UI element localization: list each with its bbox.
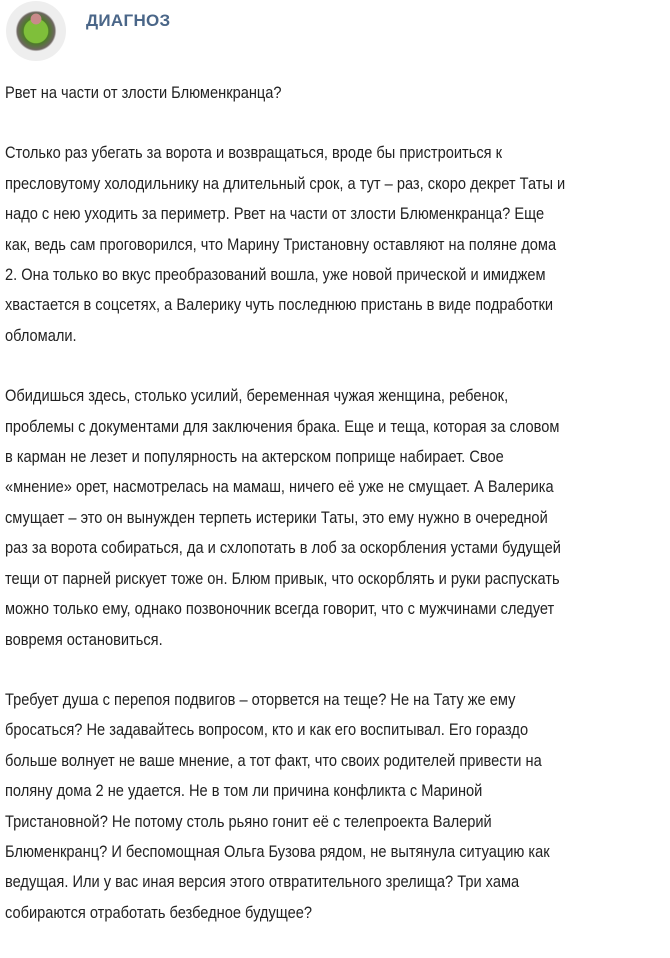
text-line: Тристановной? Не потому столь рьяно гонит её с телепроекта Валерий — [5, 811, 492, 831]
text-line: «мнение» орет, насмотрелась на мамаш, ничего её уже не смущает. А Валерика — [5, 477, 554, 497]
text-line: Блюменкранц? И беспомощная Ольга Бузова рядом, не вытянула ситуацию как — [5, 841, 550, 861]
text-line: Рвет на части от злости Блюменкранца? — [5, 83, 282, 102]
text-line: хвастается в соцсетях, а Валерику чуть последнюю пристань в виде подработки — [5, 295, 554, 315]
community-name[interactable]: ДИАГНОЗ — [86, 11, 171, 30]
text-line: 2. Она только во вкус преобразований вошла, уже новой прической и имиджем — [5, 265, 546, 285]
text-line: надо с нею уходить за периметр. Рвет на части от злости Блюменкранца? Еще — [5, 204, 545, 224]
post-body — [5, 78, 665, 958]
text-line: больше волнует не ваше мнение, а тот факт, что своих родителей привести на — [5, 750, 542, 770]
paragraph-1 — [5, 78, 665, 108]
text-line: собираются отработать безбедное будущее? — [5, 902, 313, 922]
text-line: проблемы с документами для заключения брака. Еще и теща, которая за словом — [5, 416, 560, 436]
text-line: ведущая. Или у вас иная версия этого отвратительного зрелища? Три хама — [5, 872, 520, 892]
text-line: обломали. — [5, 325, 77, 345]
community-avatar[interactable] — [6, 1, 66, 61]
text-line: тещи от парней рискует тоже он. Блюм привык, что оскорблять и руки распускать — [5, 568, 560, 588]
text-line: пресловутому холодильнику на длительный срок, а тут – раз, скоро декрет Таты и — [5, 173, 566, 193]
text-line: как, ведь сам проговорился, что Марину Тристановну оставляют на поляне дома — [5, 234, 557, 254]
text-line: Обидишься здесь, столько усилий, беременная чужая женщина, ребенок, — [5, 386, 509, 406]
post-header — [0, 0, 670, 64]
text-line: раз за ворота собираться, да и схлопотать в лоб за оскорбления устами будущей — [5, 538, 561, 558]
text-line: можно только ему, однако позвоночник всегда говорит, что с мужчинами следует — [5, 599, 555, 619]
text-line: вовремя остановиться. — [5, 629, 163, 649]
paragraph-4 — [5, 685, 665, 928]
paragraph-3 — [5, 381, 665, 655]
text-line: поляну дома 2 не удается. Не в том ли причина конфликта с Мариной — [5, 781, 483, 801]
text-line: бросаться? Не задавайтесь вопросом, кто и как его воспитывал. Его гораздо — [5, 720, 529, 740]
paragraph-2 — [5, 138, 665, 351]
text-line: Требует душа с перепоя подвигов – оторвется на теще? Не на Тату же ему — [5, 689, 516, 709]
text-line: в карман не лезет и популярность на актерском поприще набирает. Свое — [5, 447, 504, 467]
text-line: Столько раз убегать за ворота и возвращаться, вроде бы пристроиться к — [5, 143, 503, 163]
text-line: смущает – это он вынужден терпеть истерики Таты, это ему нужно в очередной — [5, 507, 548, 527]
